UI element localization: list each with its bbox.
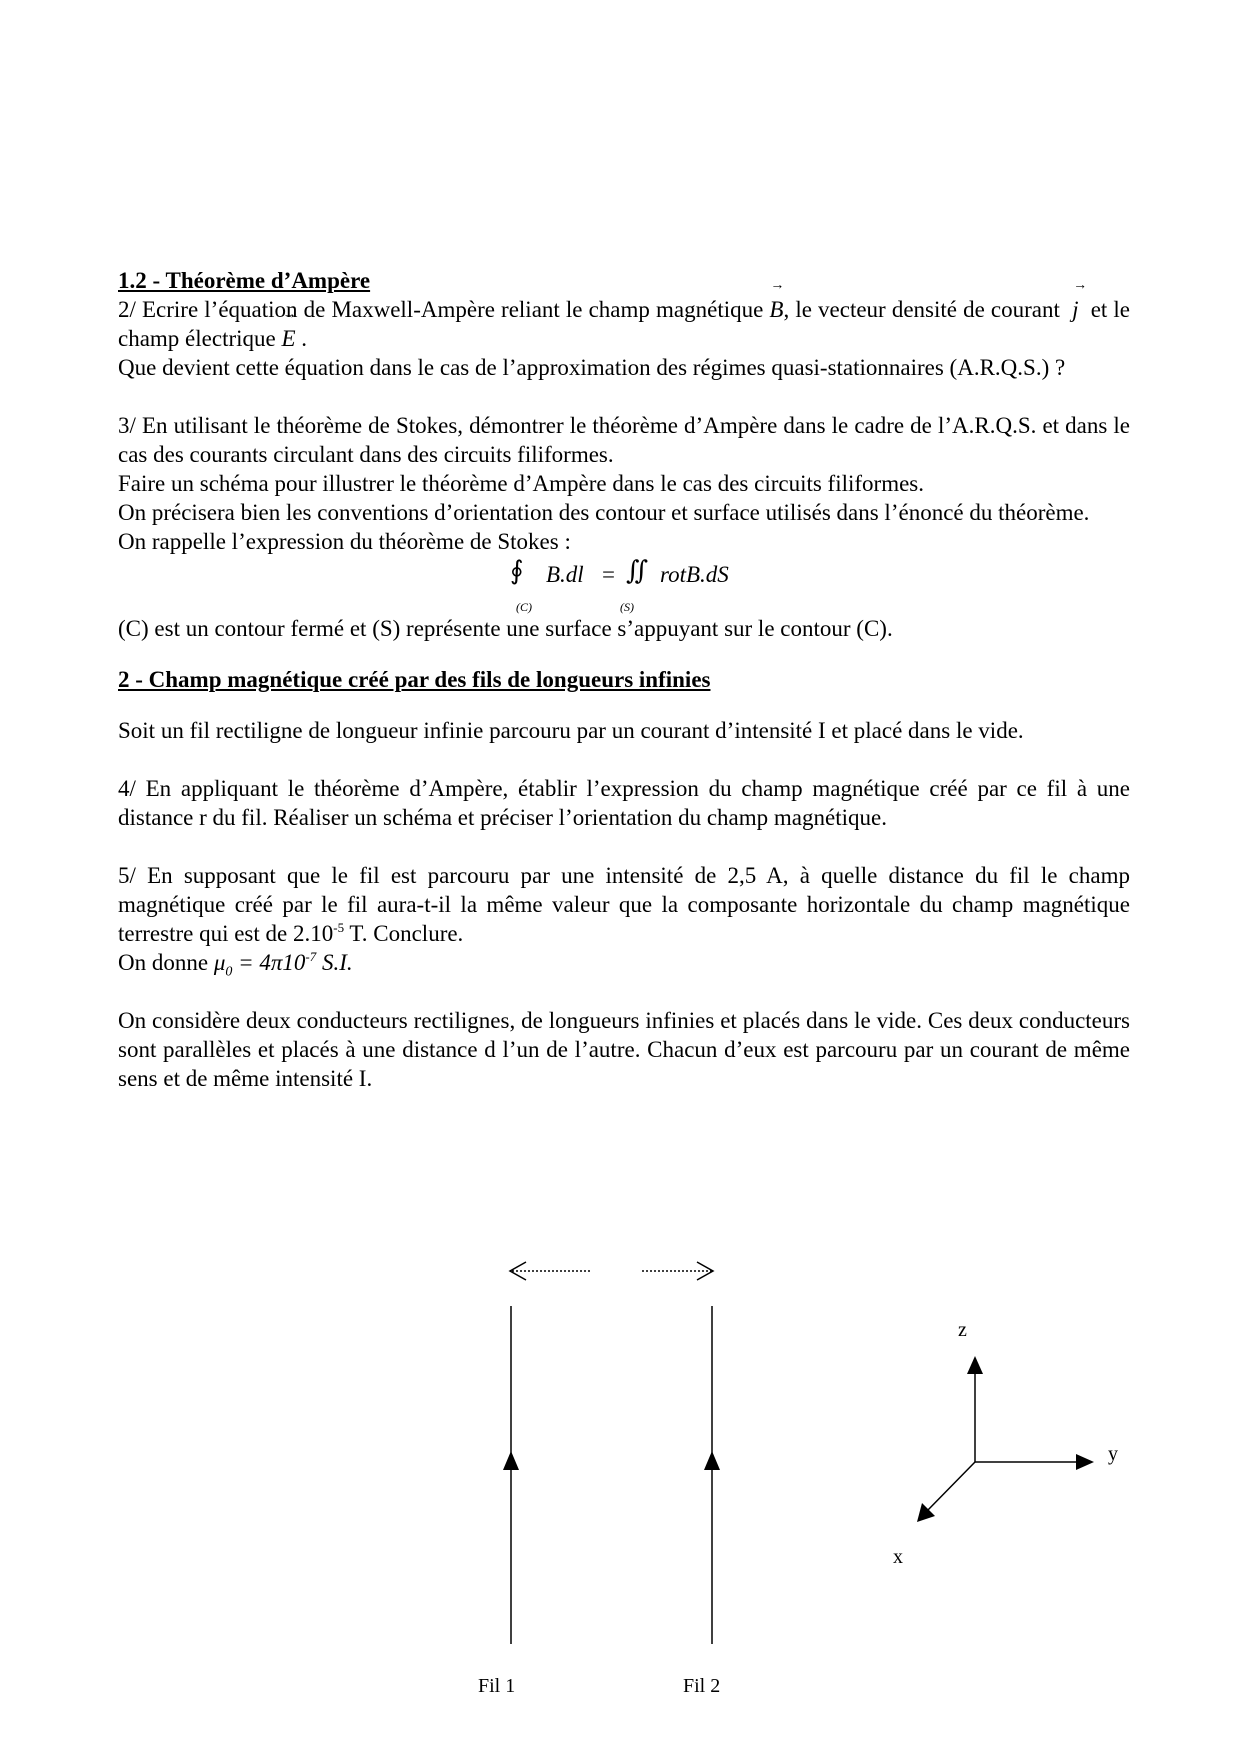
question-2 xyxy=(118,295,1130,353)
question-3-conventions: On précisera bien les conventions d’orientation des contour et surface utilisés dans l’énoncé du théorème. xyxy=(118,500,1090,525)
mu-symbol: μ xyxy=(213,950,226,975)
vector-j: → j xyxy=(1072,295,1078,324)
document-body xyxy=(118,266,1130,1093)
q5-text-a: 5/ En supposant que le fil est parcouru par une intensité de 2,5 A, à quelle distance du fil le champ magnétique créé par le fil aura-t-il la même valeur que la composante horizontale du champ magnétique terrestre qui est de 2.10 xyxy=(118,863,1130,946)
section-title-1-2: 1.2 - Théorème d’Ampère xyxy=(118,268,371,293)
wire-2-current-arrow xyxy=(704,1451,720,1470)
given-text-a: On donne xyxy=(118,950,214,975)
wire-1-current-arrow xyxy=(503,1451,519,1470)
stokes-right: rotB.dS xyxy=(660,562,729,587)
stokes-left: B.dl xyxy=(546,562,584,587)
q2-text-d: . xyxy=(301,326,308,351)
question-5-given xyxy=(118,948,1130,980)
section-title-2: 2 - Champ magnétique créé par des fils de longueurs infinies xyxy=(118,667,711,692)
question-5 xyxy=(118,861,1130,948)
stokes-label-s: (S) xyxy=(620,600,634,614)
stokes-equation xyxy=(118,556,1130,614)
stokes-label-c: (C) xyxy=(516,600,532,614)
given-exponent: -7 xyxy=(305,949,317,964)
q2-text-a: 2/ Ecrire l’équation de Maxwell-Ampère reliant le champ magnétique xyxy=(118,297,764,322)
given-text-b: = 4π10 xyxy=(232,950,306,975)
wire-1-label: Fil 1 xyxy=(478,1675,516,1697)
q5-text-b: T. Conclure. xyxy=(344,921,464,946)
z-axis-arrow xyxy=(967,1356,983,1374)
wire-1 xyxy=(503,1306,519,1644)
wire-intro: Soit un fil rectiligne de longueur infinie parcouru par un courant d’intensité I et placé dans le vide. xyxy=(118,718,1024,743)
question-2-arqs: Que devient cette équation dans le cas de l’approximation des régimes quasi-stationnaires (A.R.Q.S.) ? xyxy=(118,355,1066,380)
question-4: 4/ En appliquant le théorème d’Ampère, établir l’expression du champ magnétique créé par ce fil à une distance r du fil. Réaliser un schéma et préciser l’orientation du champ magnétique. xyxy=(118,776,1130,830)
wire-2 xyxy=(704,1306,720,1644)
x-axis-arrow xyxy=(917,1503,935,1522)
separation-arrows xyxy=(510,1262,713,1280)
vector-B: → B xyxy=(769,295,783,324)
question-3-schema: Faire un schéma pour illustrer le théorème d’Ampère dans le cas des circuits filiformes. xyxy=(118,471,924,496)
y-axis-arrow xyxy=(1076,1454,1094,1470)
stokes-equals: = xyxy=(602,562,615,587)
double-integral-symbol: ∬ xyxy=(626,556,649,585)
mu-subscript: 0 xyxy=(225,964,233,980)
two-wires-text: On considère deux conducteurs rectilignes, de longueurs infinies et placés dans le vide. Ces deux conducteurs sont parallèles et placés à une distance d l’un de l’autre. Chacun d’eux est parcouru par un courant de même sens et de même intensité I. xyxy=(118,1008,1130,1091)
wire-2-label: Fil 2 xyxy=(683,1675,721,1697)
contour-integral-symbol: ∮ xyxy=(510,556,524,585)
given-text-c: S.I. xyxy=(316,950,353,975)
q2-text-c: et le champ électrique xyxy=(118,297,1131,351)
vector-E: → E xyxy=(281,324,295,353)
question-3-stokes-intro: On rappelle l’expression du théorème de Stokes : xyxy=(118,529,571,554)
axis-x-label: x xyxy=(893,1546,903,1568)
axis-y-label: y xyxy=(1108,1443,1118,1465)
question-3: 3/ En utilisant le théorème de Stokes, démontrer le théorème d’Ampère dans le cadre de l’A.R.Q.S. et dans le cas des courants circulant dans des circuits filiformes. xyxy=(118,413,1130,467)
stokes-explanation: (C) est un contour fermé et (S) représente une surface s’appuyant sur le contour (C). xyxy=(118,616,893,641)
axis-z-label: z xyxy=(958,1319,967,1341)
q2-text-b: , le vecteur densité de courant xyxy=(783,297,1060,322)
q5-exponent: -5 xyxy=(333,920,345,935)
axes-triad xyxy=(917,1356,1094,1522)
